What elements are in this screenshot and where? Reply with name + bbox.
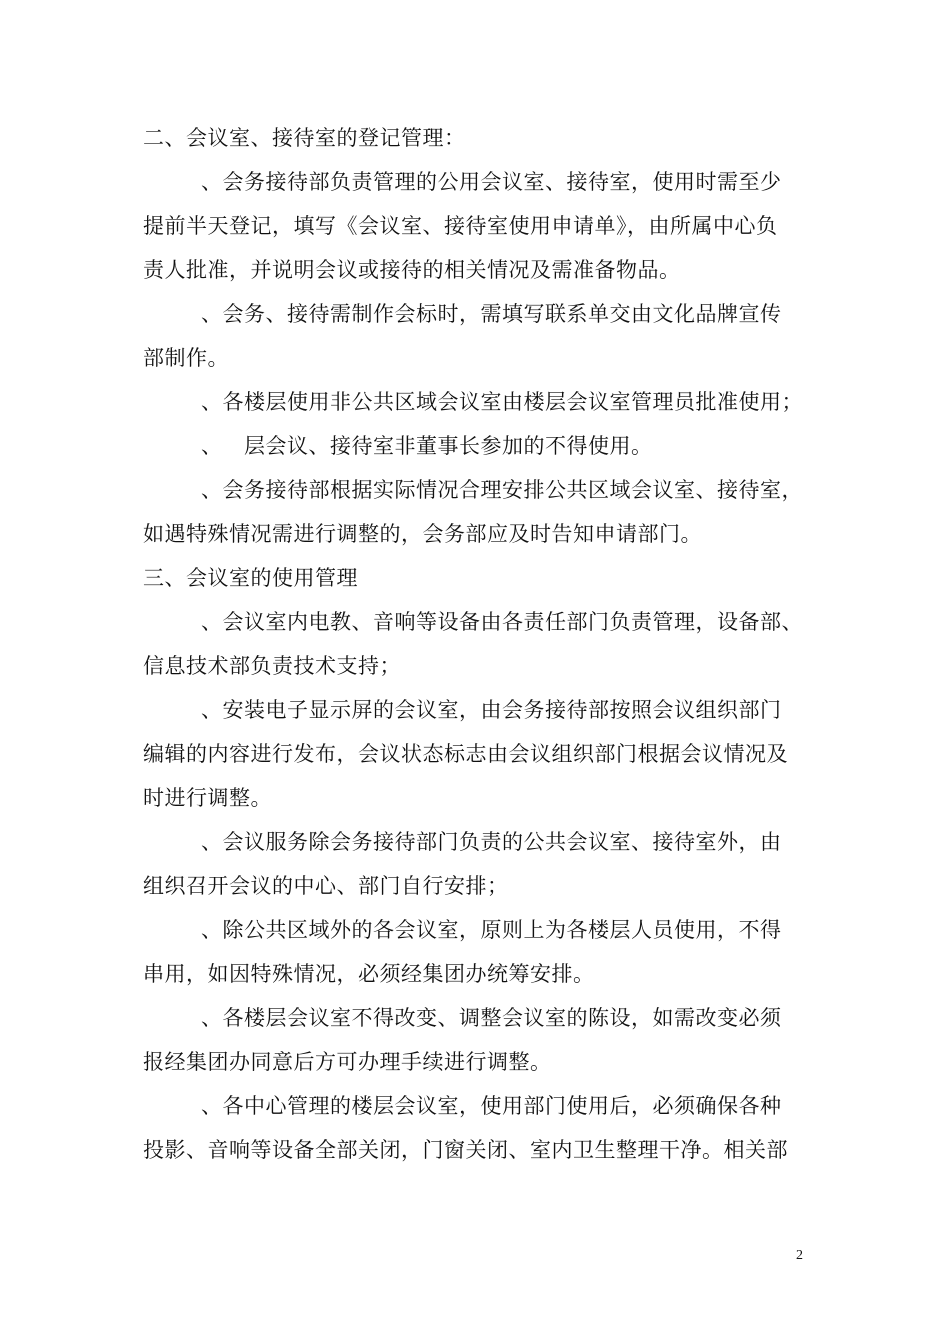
paragraph-line: 投影、音响等设备全部关闭，门窗关闭、室内卫生整理干净。相关部 [143, 1138, 788, 1162]
paragraph-line: 、除公共区域外的各会议室，原则上为各楼层人员使用，不得 [201, 918, 782, 942]
paragraph-line: 、会务、接待需制作会标时，需填写联系单交由文化品牌宣传 [201, 302, 782, 326]
paragraph-line: 报经集团办同意后方可办理手续进行调整。 [143, 1050, 552, 1074]
paragraph-line: 组织召开会议的中心、部门自行安排； [143, 874, 509, 898]
paragraph-line: 、 层会议、接待室非董事长参加的不得使用。 [201, 434, 653, 458]
paragraph-line: 责人批准，并说明会议或接待的相关情况及需准备物品。 [143, 258, 681, 282]
paragraph-line: 部制作。 [143, 346, 229, 370]
paragraph-line: 提前半天登记，填写《会议室、接待室使用申请单》，由所属中心负 [143, 214, 778, 238]
paragraph-line: 、会议室内电教、音响等设备由各责任部门负责管理，设备部、 [201, 610, 803, 634]
paragraph-line: 、安装电子显示屏的会议室，由会务接待部按照会议组织部门 [201, 698, 782, 722]
paragraph-line: 、各中心管理的楼层会议室，使用部门使用后，必须确保各种 [201, 1094, 782, 1118]
paragraph-line: 如遇特殊情况需进行调整的，会务部应及时告知申请部门。 [143, 522, 702, 546]
paragraph-line: 时进行调整。 [143, 786, 272, 810]
paragraph-line: 、各楼层使用非公共区域会议室由楼层会议室管理员批准使用； [201, 390, 803, 414]
paragraph-line: 、会议服务除会务接待部门负责的公共会议室、接待室外，由 [201, 830, 782, 854]
page-number: 2 [796, 1248, 803, 1263]
paragraph-line: 编辑的内容进行发布，会议状态标志由会议组织部门根据会议情况及 [143, 742, 788, 766]
paragraph-line: 、会务接待部根据实际情况合理安排公共区域会议室、接待室， [201, 478, 803, 502]
document-body [143, 116, 808, 1172]
paragraph-line: 、各楼层会议室不得改变、调整会议室的陈设，如需改变必须 [201, 1006, 782, 1030]
section-heading: 三、会议室的使用管理 [143, 566, 358, 590]
paragraph-line: 串用，如因特殊情况，必须经集团办统筹安排。 [143, 962, 595, 986]
section-heading: 二、会议室、接待室的登记管理： [143, 126, 466, 150]
paragraph-line: 、会务接待部负责管理的公用会议室、接待室，使用时需至少 [201, 170, 782, 194]
paragraph-line: 信息技术部负责技术支持； [143, 654, 401, 678]
